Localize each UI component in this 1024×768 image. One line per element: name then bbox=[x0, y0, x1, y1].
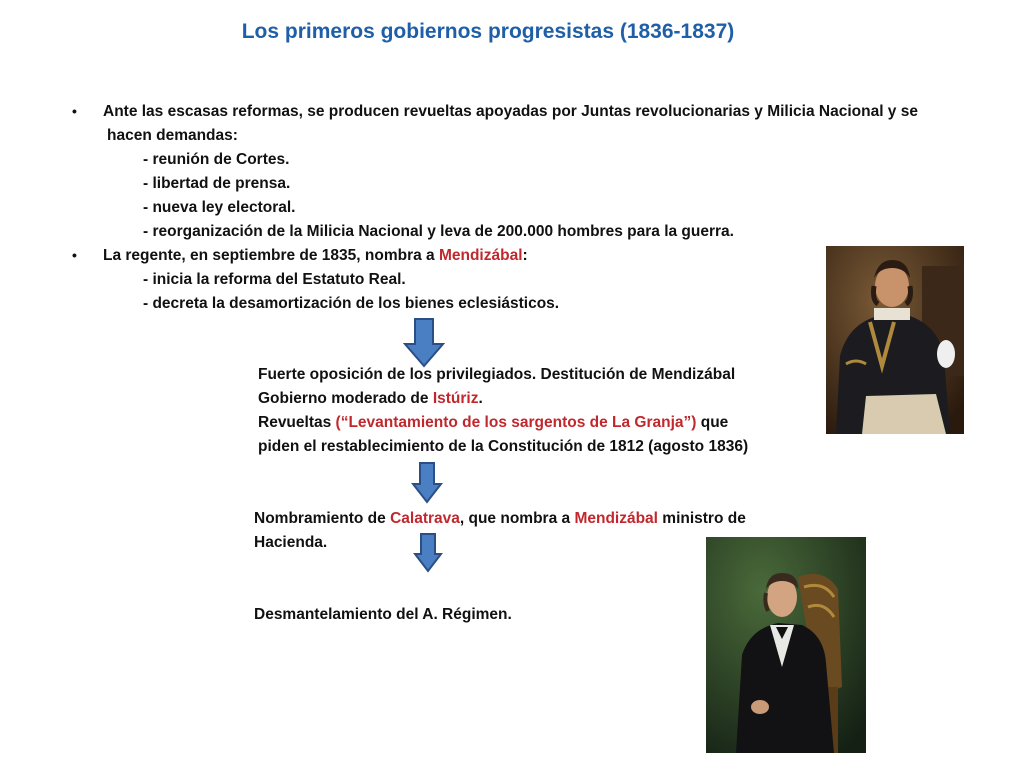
block1-line3-prefix: Revueltas bbox=[258, 414, 336, 431]
calatrava-name: Calatrava bbox=[390, 510, 460, 527]
down-arrow-icon bbox=[413, 533, 443, 573]
demand-item: - nueva ley electoral. bbox=[143, 199, 296, 216]
regime-dismantling-line: Desmantelamiento del A. Régimen. bbox=[254, 606, 512, 623]
bullet1-text-line1: Ante las escasas reformas, se producen revueltas apoyadas por Juntas revolucionarias y Milicia Nacional y se bbox=[103, 103, 918, 120]
constitution-line: piden el restablecimiento de la Constitución de 1812 (agosto 1836) bbox=[258, 438, 749, 455]
block2-middle: , que nombra a bbox=[459, 510, 575, 527]
bullet-marker: • bbox=[72, 103, 77, 119]
isturiz-name: Istúriz bbox=[432, 390, 479, 407]
opposition-line: Fuerte oposición de los privilegiados. Destitución de Mendizábal bbox=[258, 366, 736, 383]
measure-item: - inicia la reforma del Estatuto Real. bbox=[143, 271, 406, 288]
la-granja-uprising: (“Levantamiento de los sargentos de La Granja”) bbox=[335, 414, 697, 431]
bullet2-prefix: La regente, en septiembre de 1835, nombra a bbox=[103, 247, 439, 264]
block1-line3-suffix: que bbox=[696, 414, 729, 431]
bullet-marker: • bbox=[72, 247, 77, 263]
measure-item: - decreta la desamortización de los bienes eclesiásticos. bbox=[143, 295, 560, 312]
calatrava-portrait bbox=[706, 537, 866, 753]
mendizabal-name: Mendizábal bbox=[438, 247, 523, 264]
calatrava-line bbox=[254, 507, 746, 530]
bullet2-text bbox=[103, 244, 528, 267]
moderate-government-line bbox=[258, 387, 483, 410]
bullet2-suffix: : bbox=[522, 247, 528, 264]
mendizabal-portrait bbox=[826, 246, 964, 434]
down-arrow-icon bbox=[403, 318, 445, 368]
mendizabal-name: Mendizábal bbox=[574, 510, 658, 527]
demand-item: - reunión de Cortes. bbox=[143, 151, 290, 168]
demand-item: - libertad de prensa. bbox=[143, 175, 291, 192]
block1-line2-prefix: Gobierno moderado de bbox=[258, 390, 433, 407]
page-title: Los primeros gobiernos progresistas (1836-1837) bbox=[241, 20, 735, 43]
down-arrow-icon bbox=[411, 462, 443, 504]
revueltas-line bbox=[258, 411, 728, 434]
bullet1-text-line2: hacen demandas: bbox=[107, 127, 238, 144]
block2-prefix: Nombramiento de bbox=[254, 510, 391, 527]
block1-line2-suffix: . bbox=[478, 390, 483, 407]
block2-suffix: ministro de bbox=[657, 510, 746, 527]
demand-item: - reorganización de la Milicia Nacional y leva de 200.000 hombres para la guerra. bbox=[143, 223, 734, 240]
hacienda-line: Hacienda. bbox=[254, 534, 328, 551]
